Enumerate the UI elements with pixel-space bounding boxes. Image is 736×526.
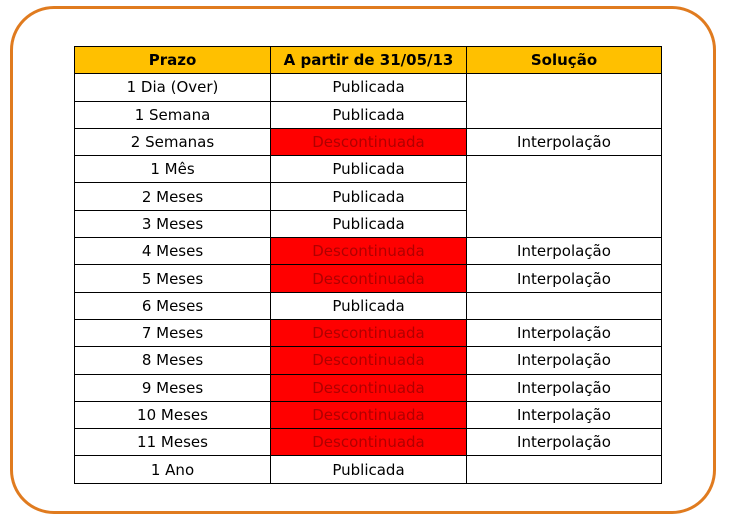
status-cell: Publicada — [271, 456, 467, 483]
table-row — [75, 292, 662, 319]
solucao-cell: Interpolação — [467, 374, 662, 401]
table-row — [75, 319, 662, 346]
table-row — [75, 128, 662, 155]
header-prazo: Prazo — [75, 47, 271, 74]
table-row — [75, 429, 662, 456]
table-row — [75, 401, 662, 428]
prazo-cell: 1 Dia (Over) — [75, 74, 271, 101]
solucao-cell — [467, 210, 662, 237]
status-cell: Descontinuada — [271, 128, 467, 155]
prazo-cell: 11 Meses — [75, 429, 271, 456]
status-cell: Publicada — [271, 183, 467, 210]
table-row — [75, 183, 662, 210]
solucao-cell — [467, 101, 662, 128]
status-cell: Descontinuada — [271, 374, 467, 401]
table-row — [75, 238, 662, 265]
solucao-cell — [467, 456, 662, 483]
status-cell: Descontinuada — [271, 347, 467, 374]
solucao-cell: Interpolação — [467, 319, 662, 346]
status-cell: Descontinuada — [271, 401, 467, 428]
maturity-table — [74, 46, 662, 484]
status-cell: Publicada — [271, 210, 467, 237]
table-row — [75, 210, 662, 237]
status-cell: Descontinuada — [271, 238, 467, 265]
table-row — [75, 456, 662, 483]
prazo-cell: 6 Meses — [75, 292, 271, 319]
status-cell: Publicada — [271, 74, 467, 101]
header-solucao: Solução — [467, 47, 662, 74]
prazo-cell: 8 Meses — [75, 347, 271, 374]
solucao-cell — [467, 156, 662, 183]
solucao-cell: Interpolação — [467, 238, 662, 265]
solucao-cell: Interpolação — [467, 265, 662, 292]
table-body — [75, 74, 662, 483]
status-cell: Descontinuada — [271, 265, 467, 292]
status-cell: Publicada — [271, 101, 467, 128]
prazo-cell: 10 Meses — [75, 401, 271, 428]
solucao-cell — [467, 292, 662, 319]
status-cell: Publicada — [271, 156, 467, 183]
table-row — [75, 265, 662, 292]
prazo-cell: 2 Semanas — [75, 128, 271, 155]
status-cell: Descontinuada — [271, 319, 467, 346]
prazo-cell: 1 Mês — [75, 156, 271, 183]
solucao-cell: Interpolação — [467, 429, 662, 456]
solucao-cell — [467, 183, 662, 210]
table-row — [75, 101, 662, 128]
table-row — [75, 156, 662, 183]
status-cell: Descontinuada — [271, 429, 467, 456]
prazo-cell: 5 Meses — [75, 265, 271, 292]
header-date: A partir de 31/05/13 — [271, 47, 467, 74]
prazo-cell: 1 Semana — [75, 101, 271, 128]
prazo-cell: 4 Meses — [75, 238, 271, 265]
prazo-cell: 3 Meses — [75, 210, 271, 237]
table-row — [75, 347, 662, 374]
solucao-cell — [467, 74, 662, 101]
status-cell: Publicada — [271, 292, 467, 319]
solucao-cell: Interpolação — [467, 128, 662, 155]
prazo-cell: 1 Ano — [75, 456, 271, 483]
table-row — [75, 374, 662, 401]
solucao-cell: Interpolação — [467, 401, 662, 428]
table-row — [75, 74, 662, 101]
header-row — [75, 47, 662, 74]
solucao-cell: Interpolação — [467, 347, 662, 374]
prazo-cell: 2 Meses — [75, 183, 271, 210]
prazo-cell: 7 Meses — [75, 319, 271, 346]
prazo-cell: 9 Meses — [75, 374, 271, 401]
